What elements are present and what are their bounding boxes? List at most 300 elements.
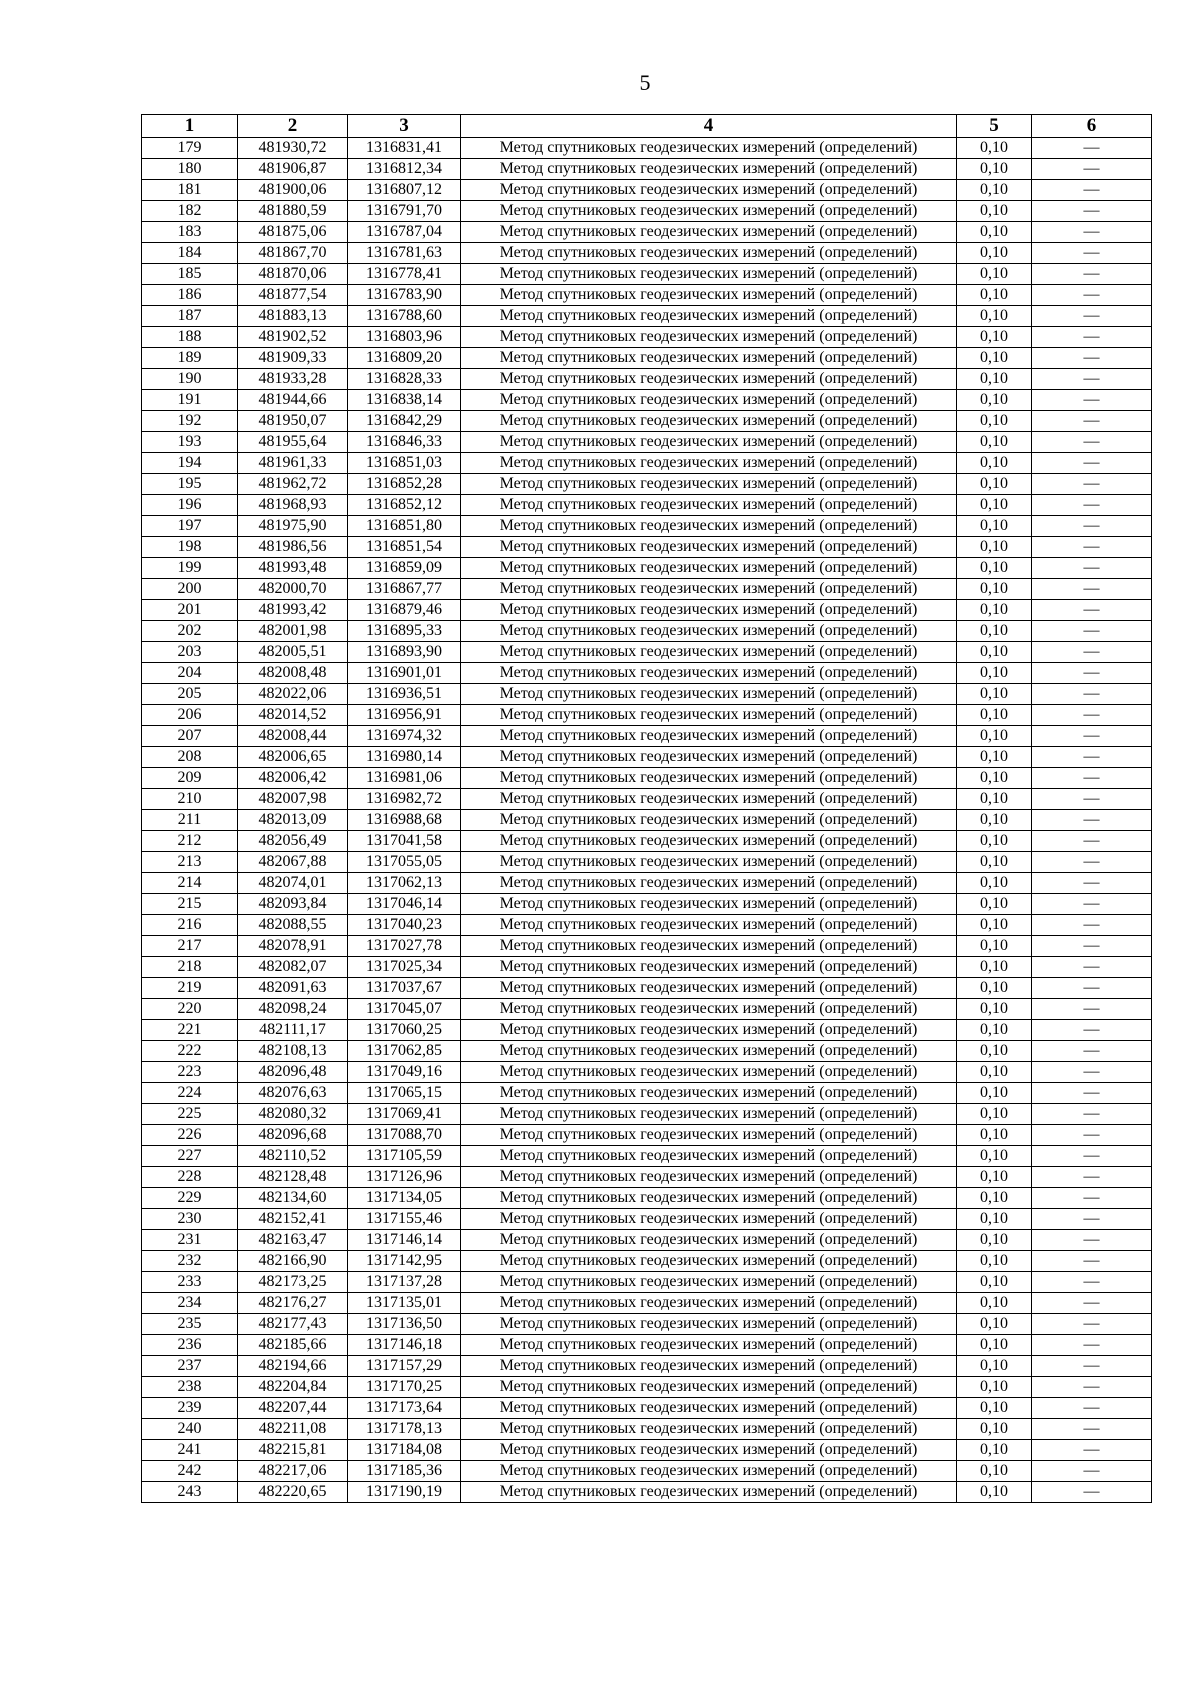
point-number-cell: 200 [142,579,238,600]
method-cell: Метод спутниковых геодезических измерений (определений) [461,1398,957,1419]
description-cell: — [1032,390,1152,411]
method-cell: Метод спутниковых геодезических измерений (определений) [461,390,957,411]
x-coordinate-cell: 481986,56 [238,537,348,558]
y-coordinate-cell: 1316842,29 [348,411,461,432]
method-cell: Метод спутниковых геодезических измерений (определений) [461,138,957,159]
y-coordinate-cell: 1316852,28 [348,474,461,495]
y-coordinate-cell: 1316828,33 [348,369,461,390]
table-row [142,1461,1152,1482]
table-row [142,516,1152,537]
table-row [142,789,1152,810]
description-cell: — [1032,789,1152,810]
point-number-cell: 179 [142,138,238,159]
point-number-cell: 237 [142,1356,238,1377]
y-coordinate-cell: 1317170,25 [348,1377,461,1398]
x-coordinate-cell: 481993,48 [238,558,348,579]
y-coordinate-cell: 1317041,58 [348,831,461,852]
point-number-cell: 223 [142,1062,238,1083]
point-number-cell: 241 [142,1440,238,1461]
x-coordinate-cell: 481962,72 [238,474,348,495]
description-cell: — [1032,159,1152,180]
point-number-cell: 214 [142,873,238,894]
point-number-cell: 225 [142,1104,238,1125]
x-coordinate-cell: 482093,84 [238,894,348,915]
point-number-cell: 219 [142,978,238,999]
description-cell: — [1032,1272,1152,1293]
method-cell: Метод спутниковых геодезических измерений (определений) [461,1230,957,1251]
method-cell: Метод спутниковых геодезических измерений (определений) [461,789,957,810]
method-cell: Метод спутниковых геодезических измерений (определений) [461,810,957,831]
table-row [142,1419,1152,1440]
x-coordinate-cell: 482056,49 [238,831,348,852]
description-cell: — [1032,1209,1152,1230]
point-number-cell: 206 [142,705,238,726]
accuracy-cell: 0,10 [957,1356,1032,1377]
y-coordinate-cell: 1316851,54 [348,537,461,558]
point-number-cell: 227 [142,1146,238,1167]
description-cell: — [1032,1146,1152,1167]
accuracy-cell: 0,10 [957,1125,1032,1146]
description-cell: — [1032,1377,1152,1398]
method-cell: Метод спутниковых геодезических измерений (определений) [461,159,957,180]
x-coordinate-cell: 481883,13 [238,306,348,327]
table-row [142,1020,1152,1041]
method-cell: Метод спутниковых геодезических измерений (определений) [461,1461,957,1482]
accuracy-cell: 0,10 [957,852,1032,873]
accuracy-cell: 0,10 [957,432,1032,453]
table-row [142,159,1152,180]
accuracy-cell: 0,10 [957,1251,1032,1272]
y-coordinate-cell: 1316936,51 [348,684,461,705]
description-cell: — [1032,768,1152,789]
x-coordinate-cell: 482078,91 [238,936,348,957]
accuracy-cell: 0,10 [957,1209,1032,1230]
y-coordinate-cell: 1317126,96 [348,1167,461,1188]
x-coordinate-cell: 481961,33 [238,453,348,474]
accuracy-cell: 0,10 [957,1083,1032,1104]
method-cell: Метод спутниковых геодезических измерений (определений) [461,537,957,558]
description-cell: — [1032,1440,1152,1461]
description-cell: — [1032,936,1152,957]
table-row [142,726,1152,747]
method-cell: Метод спутниковых геодезических измерений (определений) [461,999,957,1020]
y-coordinate-cell: 1317040,23 [348,915,461,936]
table-row [142,369,1152,390]
description-cell: — [1032,999,1152,1020]
y-coordinate-cell: 1316988,68 [348,810,461,831]
description-cell: — [1032,1356,1152,1377]
y-coordinate-cell: 1317134,05 [348,1188,461,1209]
method-cell: Метод спутниковых геодезических измерений (определений) [461,915,957,936]
point-number-cell: 229 [142,1188,238,1209]
description-cell: — [1032,705,1152,726]
accuracy-cell: 0,10 [957,663,1032,684]
point-number-cell: 202 [142,621,238,642]
x-coordinate-cell: 482204,84 [238,1377,348,1398]
method-cell: Метод спутниковых геодезических измерений (определений) [461,432,957,453]
description-cell: — [1032,516,1152,537]
y-coordinate-cell: 1316895,33 [348,621,461,642]
y-coordinate-cell: 1317055,05 [348,852,461,873]
accuracy-cell: 0,10 [957,474,1032,495]
point-number-cell: 216 [142,915,238,936]
method-cell: Метод спутниковых геодезических измерений (определений) [461,873,957,894]
table-row [142,474,1152,495]
x-coordinate-cell: 482005,51 [238,642,348,663]
accuracy-cell: 0,10 [957,1419,1032,1440]
table-row [142,222,1152,243]
x-coordinate-cell: 482096,68 [238,1125,348,1146]
y-coordinate-cell: 1317049,16 [348,1062,461,1083]
y-coordinate-cell: 1317173,64 [348,1398,461,1419]
accuracy-cell: 0,10 [957,1272,1032,1293]
accuracy-cell: 0,10 [957,999,1032,1020]
method-cell: Метод спутниковых геодезических измерений (определений) [461,1041,957,1062]
table-row [142,768,1152,789]
accuracy-cell: 0,10 [957,369,1032,390]
description-cell: — [1032,726,1152,747]
point-number-cell: 217 [142,936,238,957]
point-number-cell: 188 [142,327,238,348]
table-row [142,306,1152,327]
y-coordinate-cell: 1317190,19 [348,1482,461,1503]
y-coordinate-cell: 1317137,28 [348,1272,461,1293]
method-cell: Метод спутниковых геодезических измерений (определений) [461,894,957,915]
point-number-cell: 195 [142,474,238,495]
x-coordinate-cell: 481909,33 [238,348,348,369]
x-coordinate-cell: 482217,06 [238,1461,348,1482]
x-coordinate-cell: 482215,81 [238,1440,348,1461]
y-coordinate-cell: 1316803,96 [348,327,461,348]
y-coordinate-cell: 1316831,41 [348,138,461,159]
description-cell: — [1032,663,1152,684]
point-number-cell: 236 [142,1335,238,1356]
method-cell: Метод спутниковых геодезических измерений (определений) [461,285,957,306]
description-cell: — [1032,1335,1152,1356]
accuracy-cell: 0,10 [957,390,1032,411]
description-cell: — [1032,1083,1152,1104]
table-row [142,1209,1152,1230]
table-row [142,1146,1152,1167]
accuracy-cell: 0,10 [957,1230,1032,1251]
table-row [142,873,1152,894]
table-row [142,243,1152,264]
y-coordinate-cell: 1317065,15 [348,1083,461,1104]
table-row [142,432,1152,453]
point-number-cell: 203 [142,642,238,663]
point-number-cell: 221 [142,1020,238,1041]
description-cell: — [1032,327,1152,348]
point-number-cell: 197 [142,516,238,537]
method-cell: Метод спутниковых геодезических измерений (определений) [461,1188,957,1209]
point-number-cell: 186 [142,285,238,306]
method-cell: Метод спутниковых геодезических измерений (определений) [461,222,957,243]
method-cell: Метод спутниковых геодезических измерений (определений) [461,936,957,957]
description-cell: — [1032,1230,1152,1251]
table-row [142,327,1152,348]
method-cell: Метод спутниковых геодезических измерений (определений) [461,642,957,663]
table-row [142,1062,1152,1083]
accuracy-cell: 0,10 [957,495,1032,516]
accuracy-cell: 0,10 [957,1146,1032,1167]
table-row [142,285,1152,306]
method-cell: Метод спутниковых геодезических измерений (определений) [461,1125,957,1146]
method-cell: Метод спутниковых геодезических измерений (определений) [461,705,957,726]
method-cell: Метод спутниковых геодезических измерений (определений) [461,1356,957,1377]
y-coordinate-cell: 1316838,14 [348,390,461,411]
accuracy-cell: 0,10 [957,642,1032,663]
table-row [142,831,1152,852]
point-number-cell: 212 [142,831,238,852]
x-coordinate-cell: 482080,32 [238,1104,348,1125]
description-cell: — [1032,411,1152,432]
method-cell: Метод спутниковых геодезических измерений (определений) [461,1104,957,1125]
accuracy-cell: 0,10 [957,1041,1032,1062]
method-cell: Метод спутниковых геодезических измерений (определений) [461,978,957,999]
point-number-cell: 187 [142,306,238,327]
y-coordinate-cell: 1316980,14 [348,747,461,768]
description-cell: — [1032,558,1152,579]
column-header: 2 [238,115,348,138]
y-coordinate-cell: 1317146,14 [348,1230,461,1251]
x-coordinate-cell: 482007,98 [238,789,348,810]
method-cell: Метод спутниковых геодезических измерений (определений) [461,1272,957,1293]
method-cell: Метод спутниковых геодезических измерений (определений) [461,306,957,327]
method-cell: Метод спутниковых геодезических измерений (определений) [461,495,957,516]
description-cell: — [1032,1419,1152,1440]
accuracy-cell: 0,10 [957,1440,1032,1461]
accuracy-cell: 0,10 [957,1104,1032,1125]
x-coordinate-cell: 482163,47 [238,1230,348,1251]
accuracy-cell: 0,10 [957,222,1032,243]
table-row [142,558,1152,579]
x-coordinate-cell: 482128,48 [238,1167,348,1188]
table-row [142,894,1152,915]
description-cell: — [1032,1041,1152,1062]
x-coordinate-cell: 481880,59 [238,201,348,222]
description-cell: — [1032,495,1152,516]
x-coordinate-cell: 481875,06 [238,222,348,243]
description-cell: — [1032,915,1152,936]
description-cell: — [1032,600,1152,621]
table-row [142,180,1152,201]
table-row [142,495,1152,516]
method-cell: Метод спутниковых геодезических измерений (определений) [461,1293,957,1314]
table-row [142,1125,1152,1146]
method-cell: Метод спутниковых геодезических измерений (определений) [461,1209,957,1230]
y-coordinate-cell: 1316851,03 [348,453,461,474]
method-cell: Метод спутниковых геодезических измерений (определений) [461,516,957,537]
y-coordinate-cell: 1317045,07 [348,999,461,1020]
x-coordinate-cell: 482176,27 [238,1293,348,1314]
accuracy-cell: 0,10 [957,201,1032,222]
x-coordinate-cell: 482008,48 [238,663,348,684]
y-coordinate-cell: 1316781,63 [348,243,461,264]
accuracy-cell: 0,10 [957,1398,1032,1419]
description-cell: — [1032,537,1152,558]
y-coordinate-cell: 1316901,01 [348,663,461,684]
x-coordinate-cell: 482082,07 [238,957,348,978]
accuracy-cell: 0,10 [957,831,1032,852]
table-row [142,390,1152,411]
description-cell: — [1032,243,1152,264]
accuracy-cell: 0,10 [957,915,1032,936]
x-coordinate-cell: 482194,66 [238,1356,348,1377]
method-cell: Метод спутниковых геодезических измерений (определений) [461,264,957,285]
y-coordinate-cell: 1316893,90 [348,642,461,663]
point-number-cell: 231 [142,1230,238,1251]
method-cell: Метод спутниковых геодезических измерений (определений) [461,726,957,747]
x-coordinate-cell: 482211,08 [238,1419,348,1440]
accuracy-cell: 0,10 [957,936,1032,957]
table-row [142,642,1152,663]
description-cell: — [1032,642,1152,663]
method-cell: Метод спутниковых геодезических измерений (определений) [461,600,957,621]
description-cell: — [1032,369,1152,390]
method-cell: Метод спутниковых геодезических измерений (определений) [461,1083,957,1104]
table-row [142,999,1152,1020]
x-coordinate-cell: 481975,90 [238,516,348,537]
description-cell: — [1032,1062,1152,1083]
table-row [142,1188,1152,1209]
x-coordinate-cell: 482108,13 [238,1041,348,1062]
accuracy-cell: 0,10 [957,621,1032,642]
table-row [142,579,1152,600]
description-cell: — [1032,810,1152,831]
x-coordinate-cell: 482177,43 [238,1314,348,1335]
point-number-cell: 242 [142,1461,238,1482]
y-coordinate-cell: 1317088,70 [348,1125,461,1146]
y-coordinate-cell: 1316809,20 [348,348,461,369]
method-cell: Метод спутниковых геодезических измерений (определений) [461,1251,957,1272]
table-row [142,138,1152,159]
description-cell: — [1032,453,1152,474]
x-coordinate-cell: 481870,06 [238,264,348,285]
point-number-cell: 243 [142,1482,238,1503]
x-coordinate-cell: 481950,07 [238,411,348,432]
method-cell: Метод спутниковых геодезических измерений (определений) [461,1419,957,1440]
accuracy-cell: 0,10 [957,1188,1032,1209]
description-cell: — [1032,831,1152,852]
description-cell: — [1032,1482,1152,1503]
column-header: 6 [1032,115,1152,138]
description-cell: — [1032,1167,1152,1188]
y-coordinate-cell: 1317185,36 [348,1461,461,1482]
y-coordinate-cell: 1316812,34 [348,159,461,180]
accuracy-cell: 0,10 [957,453,1032,474]
method-cell: Метод спутниковых геодезических измерений (определений) [461,558,957,579]
x-coordinate-cell: 482152,41 [238,1209,348,1230]
description-cell: — [1032,978,1152,999]
x-coordinate-cell: 482006,65 [238,747,348,768]
point-number-cell: 205 [142,684,238,705]
x-coordinate-cell: 482220,65 [238,1482,348,1503]
description-cell: — [1032,621,1152,642]
accuracy-cell: 0,10 [957,243,1032,264]
y-coordinate-cell: 1317027,78 [348,936,461,957]
point-number-cell: 189 [142,348,238,369]
description-cell: — [1032,306,1152,327]
table-row [142,600,1152,621]
x-coordinate-cell: 482022,06 [238,684,348,705]
description-cell: — [1032,1251,1152,1272]
method-cell: Метод спутниковых геодезических измерений (определений) [461,768,957,789]
method-cell: Метод спутниковых геодезических измерений (определений) [461,348,957,369]
accuracy-cell: 0,10 [957,285,1032,306]
y-coordinate-cell: 1316956,91 [348,705,461,726]
x-coordinate-cell: 481902,52 [238,327,348,348]
table-row [142,663,1152,684]
y-coordinate-cell: 1316791,70 [348,201,461,222]
table-row [142,915,1152,936]
accuracy-cell: 0,10 [957,1020,1032,1041]
table-row [142,1293,1152,1314]
y-coordinate-cell: 1317062,13 [348,873,461,894]
table-row [142,621,1152,642]
point-number-cell: 210 [142,789,238,810]
point-number-cell: 183 [142,222,238,243]
method-cell: Метод спутниковых геодезических измерений (определений) [461,474,957,495]
point-number-cell: 207 [142,726,238,747]
table-body [142,138,1152,1503]
accuracy-cell: 0,10 [957,726,1032,747]
y-coordinate-cell: 1316788,60 [348,306,461,327]
point-number-cell: 238 [142,1377,238,1398]
y-coordinate-cell: 1317135,01 [348,1293,461,1314]
table-row [142,1041,1152,1062]
point-number-cell: 194 [142,453,238,474]
description-cell: — [1032,1104,1152,1125]
accuracy-cell: 0,10 [957,1482,1032,1503]
method-cell: Метод спутниковых геодезических измерений (определений) [461,579,957,600]
description-cell: — [1032,348,1152,369]
point-number-cell: 228 [142,1167,238,1188]
y-coordinate-cell: 1316846,33 [348,432,461,453]
method-cell: Метод спутниковых геодезических измерений (определений) [461,663,957,684]
x-coordinate-cell: 482185,66 [238,1335,348,1356]
x-coordinate-cell: 482008,44 [238,726,348,747]
accuracy-cell: 0,10 [957,747,1032,768]
table-row [142,747,1152,768]
accuracy-cell: 0,10 [957,1461,1032,1482]
description-cell: — [1032,1398,1152,1419]
method-cell: Метод спутниковых геодезических измерений (определений) [461,1314,957,1335]
description-cell: — [1032,747,1152,768]
accuracy-cell: 0,10 [957,978,1032,999]
method-cell: Метод спутниковых геодезических измерений (определений) [461,1167,957,1188]
y-coordinate-cell: 1317062,85 [348,1041,461,1062]
table-row [142,453,1152,474]
accuracy-cell: 0,10 [957,705,1032,726]
table-row [142,1398,1152,1419]
accuracy-cell: 0,10 [957,873,1032,894]
accuracy-cell: 0,10 [957,894,1032,915]
method-cell: Метод спутниковых геодезических измерений (определений) [461,684,957,705]
table-row [142,348,1152,369]
table-row [142,1377,1152,1398]
accuracy-cell: 0,10 [957,957,1032,978]
point-number-cell: 199 [142,558,238,579]
x-coordinate-cell: 481933,28 [238,369,348,390]
coordinates-table [141,114,1152,1503]
y-coordinate-cell: 1317157,29 [348,1356,461,1377]
accuracy-cell: 0,10 [957,558,1032,579]
table-row [142,1314,1152,1335]
x-coordinate-cell: 482074,01 [238,873,348,894]
description-cell: — [1032,432,1152,453]
method-cell: Метод спутниковых геодезических измерений (определений) [461,369,957,390]
method-cell: Метод спутниковых геодезических измерений (определений) [461,1377,957,1398]
